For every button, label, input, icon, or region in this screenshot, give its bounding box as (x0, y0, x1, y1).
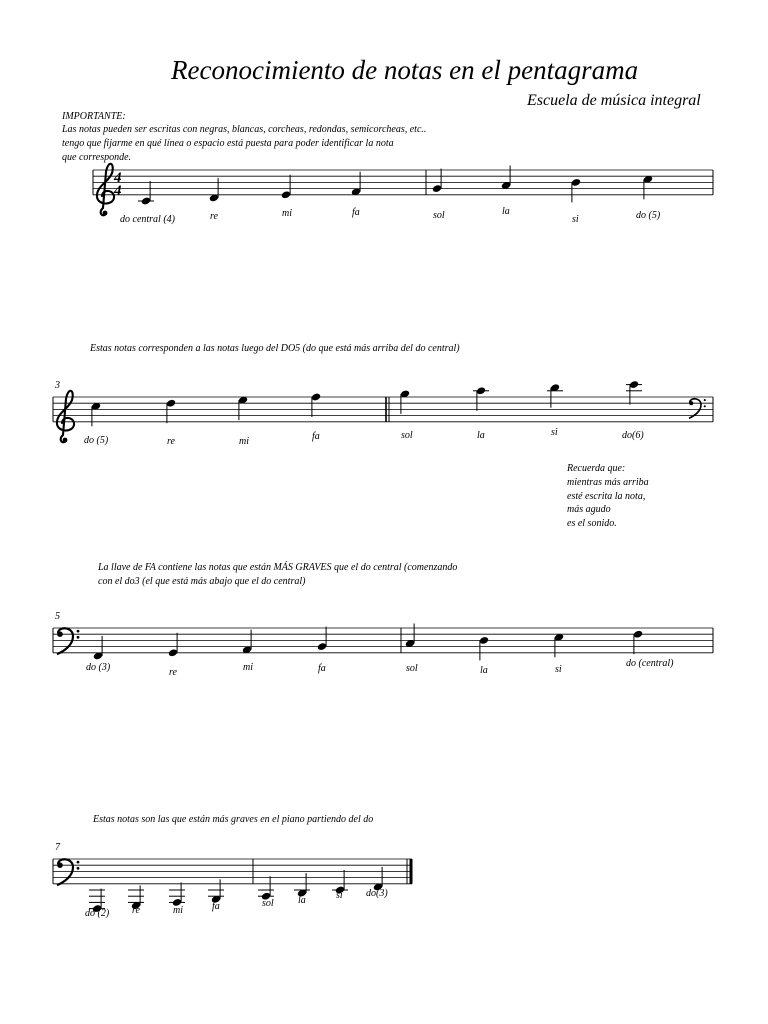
reminder-line: Recuerda que: (567, 463, 626, 474)
intro-line: Las notas pueden ser escritas con negras, blancas, corcheas, redondas, semicorcheas, etc.. (62, 124, 427, 135)
bass-clef-dot (77, 861, 80, 864)
section-note: con el do3 (el que está más abajo que el do central) (98, 576, 306, 587)
bass-clef-dot (77, 630, 80, 633)
note-name-label: sol (406, 663, 418, 674)
final-bar-thick (410, 859, 413, 884)
intro-line: que corresponde. (62, 152, 132, 163)
note-name-label: do (central) (626, 658, 674, 669)
measure-number: 5 (55, 611, 60, 622)
measure-number: 7 (55, 842, 60, 853)
note-name-label: do (5) (636, 210, 661, 221)
note-name-label: do (5) (84, 435, 109, 446)
section-note: Estas notas son las que están más graves en el piano partiendo del do (93, 814, 374, 825)
note-name-label: mi (239, 436, 249, 447)
note-name-label: mi (243, 662, 253, 673)
intro-heading: IMPORTANTE: (62, 111, 126, 122)
note-name-label: sol (262, 898, 274, 909)
bass-clef-dot (77, 636, 80, 639)
note-name-label: do (2) (85, 908, 110, 919)
note-name-label: fa (352, 207, 360, 218)
note-name-label: re (132, 905, 140, 916)
treble-clef-icon (97, 164, 114, 215)
treble-clef-icon (57, 391, 74, 442)
note-name-label: sol (433, 210, 445, 221)
note-name-label: do(6) (622, 430, 644, 441)
note-name-label: si (551, 427, 558, 438)
reminder-line: más agudo (567, 504, 611, 515)
note-name-label: fa (212, 901, 220, 912)
note-name-label: re (169, 667, 177, 678)
time-signature-bottom: 4 (114, 183, 122, 199)
note-name-label: sol (401, 430, 413, 441)
intro-line: tengo que fijarme en qué línea o espacio está puesta para poder identificar la nota (62, 138, 394, 149)
treble-clef-dot (103, 211, 108, 216)
note-name-label: si (336, 890, 343, 901)
note-name-label: si (555, 664, 562, 675)
bass-clef-dot (704, 399, 706, 401)
note-name-label: fa (312, 431, 320, 442)
note-name-label: do (3) (86, 662, 111, 673)
reminder-line: mientras más arriba (567, 477, 649, 488)
reminder-line: es el sonido. (567, 518, 617, 529)
bass-clef-dot (704, 405, 706, 407)
note-name-label: la (298, 895, 306, 906)
note-name-label: mi (282, 208, 292, 219)
bass-clef-dot (77, 867, 80, 870)
note-name-label: la (477, 430, 485, 441)
treble-clef-dot (63, 438, 68, 443)
section-note: Estas notas corresponden a las notas luego del DO5 (do que está más arriba del do central) (90, 343, 460, 354)
note-name-label: si (572, 214, 579, 225)
section-note: La llave de FA contiene las notas que están MÁS GRAVES que el do central (comenzando (98, 562, 458, 573)
note-name-label: mi (173, 905, 183, 916)
time-signature-top: 4 (114, 170, 122, 186)
note-name-label: re (210, 211, 218, 222)
measure-number: 3 (55, 380, 60, 391)
reminder-line: esté escrita la nota, (567, 491, 646, 502)
note-name-label: fa (318, 663, 326, 674)
note-name-label: do central (4) (120, 214, 175, 225)
page-title: Reconocimiento de notas en el pentagrama (171, 55, 639, 85)
note-name-label: la (502, 206, 510, 217)
note-name-label: re (167, 436, 175, 447)
note-name-label: la (480, 665, 488, 676)
subtitle: Escuela de música integral (527, 92, 701, 109)
note-name-label: do(3) (366, 888, 388, 899)
